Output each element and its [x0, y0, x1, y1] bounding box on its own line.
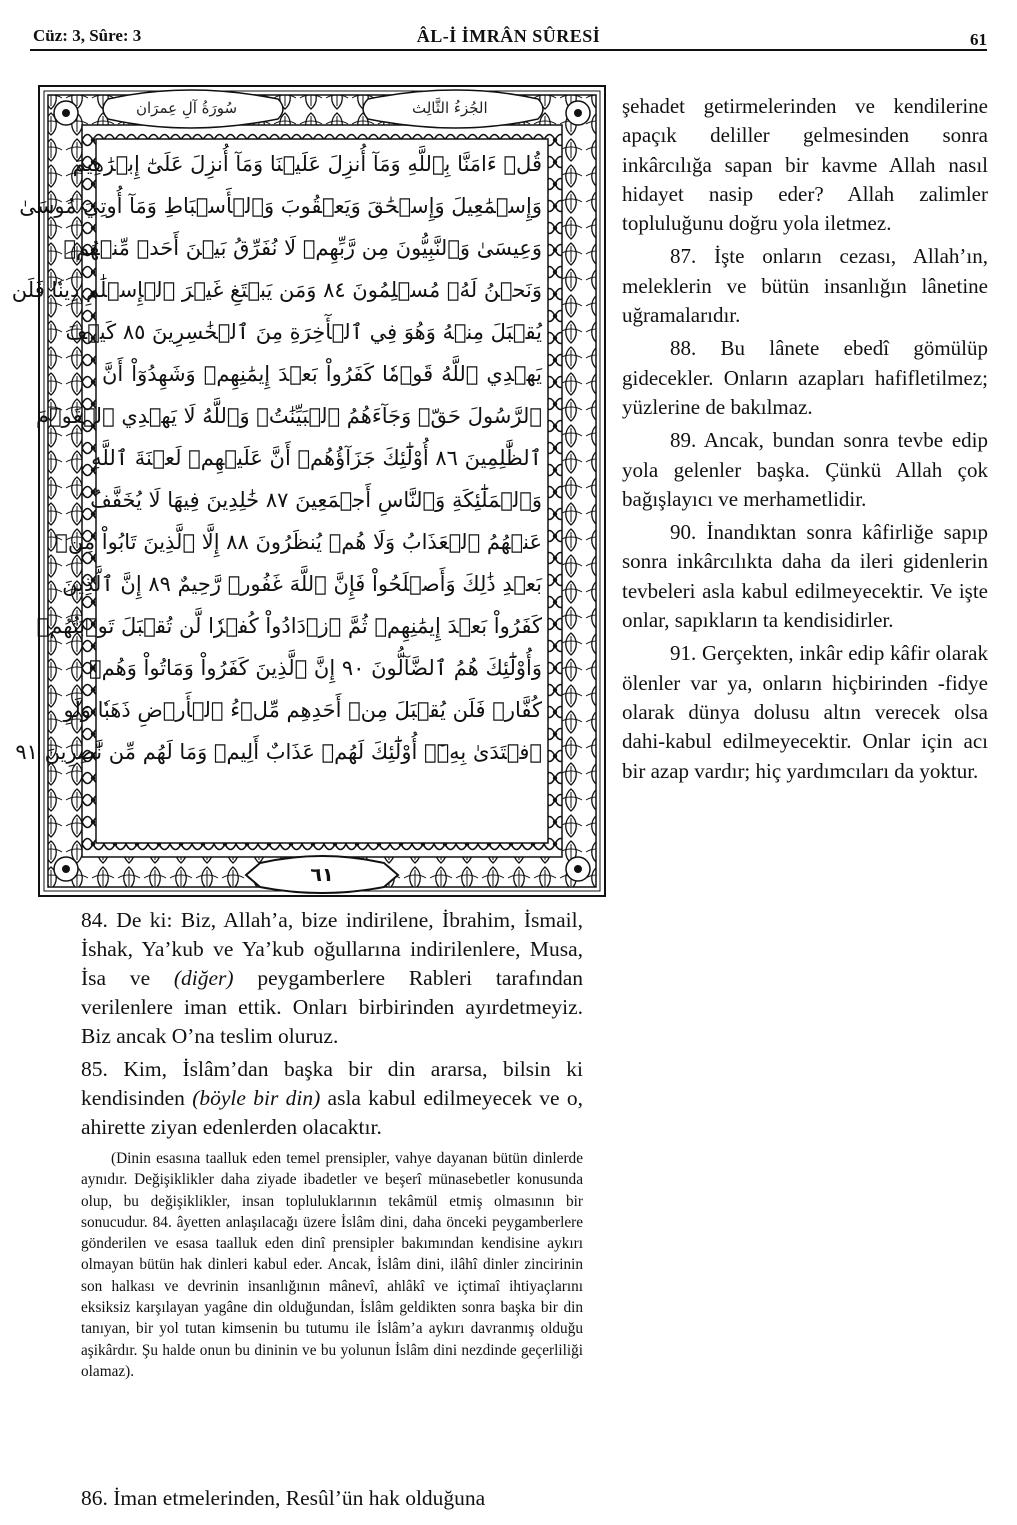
quran-line: ٱلرَّسُولَ حَقّٞ وَجَآءَهُمُ ٱلۡبَيِّنَٰتُۚ وَٱللَّهُ لَا يَهۡدِي ٱلۡقَوۡمَ — [36, 404, 542, 428]
sura-name-cartouche: سُورَةُ آلِ عِمرَان — [136, 99, 238, 117]
quran-line: يَهۡدِي ٱللَّهُ قَوۡمٗا كَفَرُواْ بَعۡدَ إِيمَٰنِهِمۡ وَشَهِدُوٓاْ أَنَّ — [102, 362, 542, 386]
quran-line: بَعۡدِ ذَٰلِكَ وَأَصۡلَحُواْ فَإِنَّ ٱللَّهَ غَفُورٞ رَّحِيمٌ ٨٩ إِنَّ ٱلَّذِينَ — [62, 572, 542, 596]
juz-sura-label: Cüz: 3, Sûre: 3 — [33, 26, 142, 45]
verse-90: 90. İnandıktan sonra kâfirliğe sapıp sonra inkârcılıkta daha da ileri gidenlerin tevbeleri asla kabul edilmeyecektir. Ve işte onlar, sapıkların ta kendisidirler. — [622, 520, 988, 633]
quran-line: كَفَرُواْ بَعۡدَ إِيمَٰنِهِمۡ ثُمَّ ٱزۡدَادُواْ كُفۡرٗا لَّن تُقۡبَلَ تَوۡبَتُهُمۡ — [36, 614, 542, 638]
quran-line: وَنَحۡنُ لَهُۥ مُسۡلِمُونَ ٨٤ وَمَن يَبۡتَغِ غَيۡرَ ٱلۡإِسۡلَٰمِ دِينٗا فَلَن — [11, 278, 542, 302]
verse-86-start: 86. İman etmelerinden, Resûl’ün hak olduğuna — [81, 1486, 486, 1510]
quran-line: عَنۡهُمُ ٱلۡعَذَابُ وَلَا هُمۡ يُنظَرُونَ ٨٨ إِلَّا ٱلَّذِينَ تَابُواْ مِنۢ — [55, 530, 542, 554]
quran-line: وَٱلۡمَلَٰٓئِكَةِ وَٱلنَّاسِ أَجۡمَعِينَ ٨٧ خَٰلِدِينَ فِيهَا لَا يُخَفَّفُ — [90, 488, 542, 512]
page-number: 61 — [970, 30, 987, 49]
verse-87: 87. İşte onların cezası, Allah’ın, meleklerin ve bütün insanlığın lânetine uğramalarıdır. — [622, 244, 988, 328]
verse-86-continued: şehadet getirmelerinden ve kendilerine apaçık deliller gelmesinden sonra inkârcılığa sapan bir kavme Allah nasıl hidayet nasip eder? Allah zalimler topluluğunu doğru yola iletmez. — [622, 94, 988, 236]
translation-right-column — [622, 92, 988, 790]
verse-88: 88. Bu lânete ebedî gömülüp gidecekler. Onların azapları hafifletilmez; yüzlerine de bakılmaz. — [622, 336, 988, 419]
verse-84: 84. De ki: Biz, Allah’a, bize indirilene, İbrahim, İsmail, İshak, Ya’kub ve Ya’kub oğullarına indirilenlere, Musa, İsa ve (diğer) peygamberlere Rableri tarafından verilenlere iman ettik. Onları birbirinden ayırdetmeyiz. Biz ancak O’na teslim oluruz. — [81, 908, 583, 1048]
quran-line: وَعِيسَىٰ وَٱلنَّبِيُّونَ مِن رَّبِّهِمۡ لَا نُفَرِّقُ بَيۡنَ أَحَدٖ مِّنۡهُمۡ — [63, 236, 542, 260]
quran-line: كُفَّارٞ فَلَن يُقۡبَلَ مِنۡ أَحَدِهِم مِّلۡءُ ٱلۡأَرۡضِ ذَهَبٗا وَلَوِ — [63, 698, 542, 722]
running-header — [0, 0, 1017, 52]
arabic-page-number: ٦١ — [310, 864, 334, 886]
sura-title: ÂL-İ İMRÂN SÛRESİ — [416, 26, 601, 46]
commentary-note: (Dinin esasına taalluk eden temel prensipler, vahye dayanan bütün dinlerde aynıdır. Değişiklikler daha ziyade ibadetler ve beşerî münasebetler konusunda olup, bu değişiklikler, insan topluluklarının tekâmül etmiş olmasının bir sonucudur. 84. âyetten anlaşılacağı üzere İslâm dini, daha önceki peygamberlere gönderilen ve esasa taalluk eden dinî prensipler bakımından kendisine aykırı olmayan bütün hak dinleri kabul eder. Ancak, İslâm dini, ilâhî dinler zincirinin son halkası ve devrinin insanlığının mânevî, ahlâkî ve içtimaî ihtiyaçlarını eksiksiz karşılayan yagâne din olduğundan, İslâm geldikten sonra başka bir din tanıyan, bir yol tutan kimsenin bu tutumu ile İslâm’a aykırı davranmış olduğu aşikârdır. Şu halde onun bu dininin ve bu yolunun İslâm dini nezdinde geçerliliği olamaz). — [81, 1150, 583, 1380]
verse-91: 91. Gerçekten, inkâr edip kâfir olarak ölenler var ya, onların hiçbirinden -fidye olarak dünya dolusu altın verecek olsa dahi-kabul edilmeyecektir. Onlar için acı bir azap vardır; hiç yardımcıları da yoktur. — [622, 641, 988, 783]
quran-line: وَإِسۡمَٰعِيلَ وَإِسۡحَٰقَ وَيَعۡقُوبَ وَٱلۡأَسۡبَاطِ وَمَآ أُوتِيَ مُوسَىٰ — [19, 194, 542, 218]
verse-85: 85. Kim, İslâm’dan başka bir din ararsa, bilsin ki kendisinden (böyle bir din) asla kabul edilmeyecek ve o, ahirette ziyan edenlerden olacaktır. — [81, 1057, 583, 1139]
verse-89: 89. Ancak, bundan sonra tevbe edip yola gelenler başka. Çünkü Allah çok bağışlayıcı ve merhametlidir. — [622, 428, 988, 511]
mushaf-panel — [11, 85, 606, 897]
quran-line: ٱلظَّٰلِمِينَ ٨٦ أُوْلَٰٓئِكَ جَزَآؤُهُمۡ أَنَّ عَلَيۡهِمۡ لَعۡنَةَ ٱللَّهِ — [91, 446, 542, 470]
quran-line: وَأُوْلَٰٓئِكَ هُمُ ٱلضَّآلُّونَ ٩٠ إِنَّ ٱلَّذِينَ كَفَرُواْ وَمَاتُواْ وَهُمۡ — [89, 656, 542, 680]
translation-left-column — [81, 906, 583, 1389]
quran-line: ٱفۡتَدَىٰ بِهِۦٓۗ أُوْلَٰٓئِكَ لَهُمۡ عَذَابٌ أَلِيمٞ وَمَا لَهُم مِّن نَّٰصِرِينَ ٩١ — [15, 740, 542, 764]
arabic-text-block — [11, 143, 542, 773]
quran-line: قُلۡ ءَامَنَّا بِٱللَّهِ وَمَآ أُنزِلَ عَلَيۡنَا وَمَآ أُنزِلَ عَلَىٰٓ إِبۡرَٰهِيمَ — [72, 152, 542, 176]
juz-name-cartouche: الجُزءُ الثَّالِث — [412, 99, 488, 117]
header-rule — [30, 49, 987, 51]
quran-line: يُقۡبَلَ مِنۡهُ وَهُوَ فِي ٱلۡأٓخِرَةِ مِنَ ٱلۡخَٰسِرِينَ ٨٥ كَيۡفَ — [65, 320, 542, 344]
